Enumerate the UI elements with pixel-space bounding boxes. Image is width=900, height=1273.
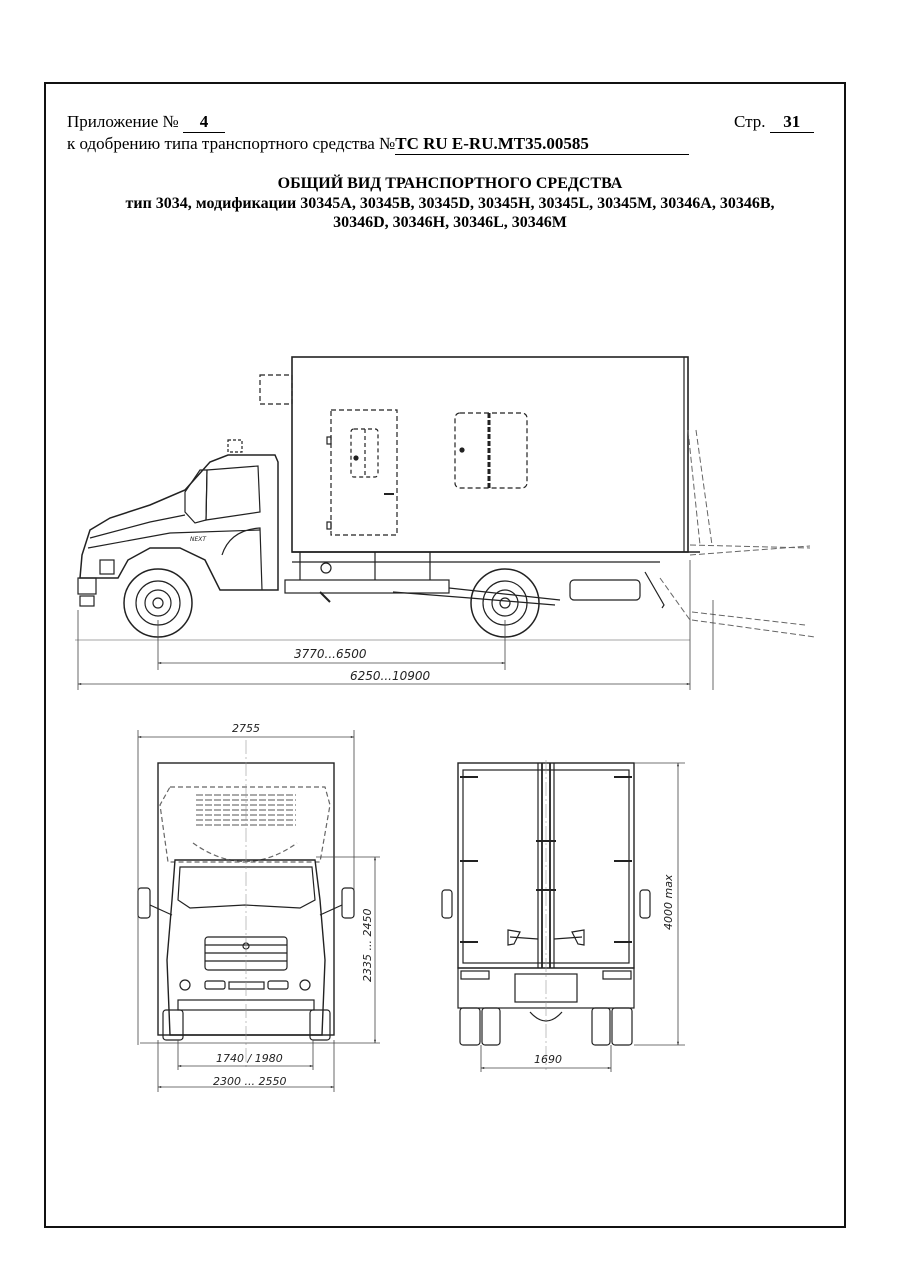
drawing-title: ОБЩИЙ ВИД ТРАНСПОРТНОГО СРЕДСТВА bbox=[277, 175, 623, 192]
next-badge: NEXT bbox=[190, 536, 207, 543]
appendix-label: Приложение № bbox=[67, 112, 179, 131]
dim-width-body: 2300 ... 2550 bbox=[213, 1075, 287, 1088]
dim-height-cab: 2335 ... 2450 bbox=[361, 908, 374, 982]
page-number: 31 bbox=[770, 112, 814, 133]
drawing-subtitle-1: тип 3034, модификации 30345A, 30345B, 30345D, 30345H, 30345L, 30345M, 30346A, 30346B, bbox=[125, 195, 775, 212]
approval-label: к одобрению типа транспортного средства № bbox=[67, 134, 396, 153]
dim-rear-track: 1690 bbox=[534, 1053, 562, 1066]
dim-height-max: 4000 max bbox=[662, 874, 675, 930]
rear-view bbox=[442, 760, 650, 1070]
dim-track: 1740 / 1980 bbox=[216, 1052, 283, 1065]
rear-dimensions bbox=[481, 763, 685, 1072]
dim-width-overall: 2755 bbox=[232, 722, 260, 735]
front-view bbox=[138, 740, 354, 1070]
page-label: Стр. bbox=[734, 112, 766, 131]
front-dimensions bbox=[138, 730, 380, 1092]
drawing-subtitle-2: 30346D, 30346H, 30346L, 30346M bbox=[333, 214, 567, 231]
side-view bbox=[75, 357, 815, 640]
approval-number: ТС RU E-RU.МТ35.00585 bbox=[395, 134, 689, 155]
dim-overall-length: 6250...10900 bbox=[350, 669, 431, 683]
dim-wheelbase: 3770...6500 bbox=[294, 647, 367, 661]
appendix-number: 4 bbox=[183, 112, 225, 133]
